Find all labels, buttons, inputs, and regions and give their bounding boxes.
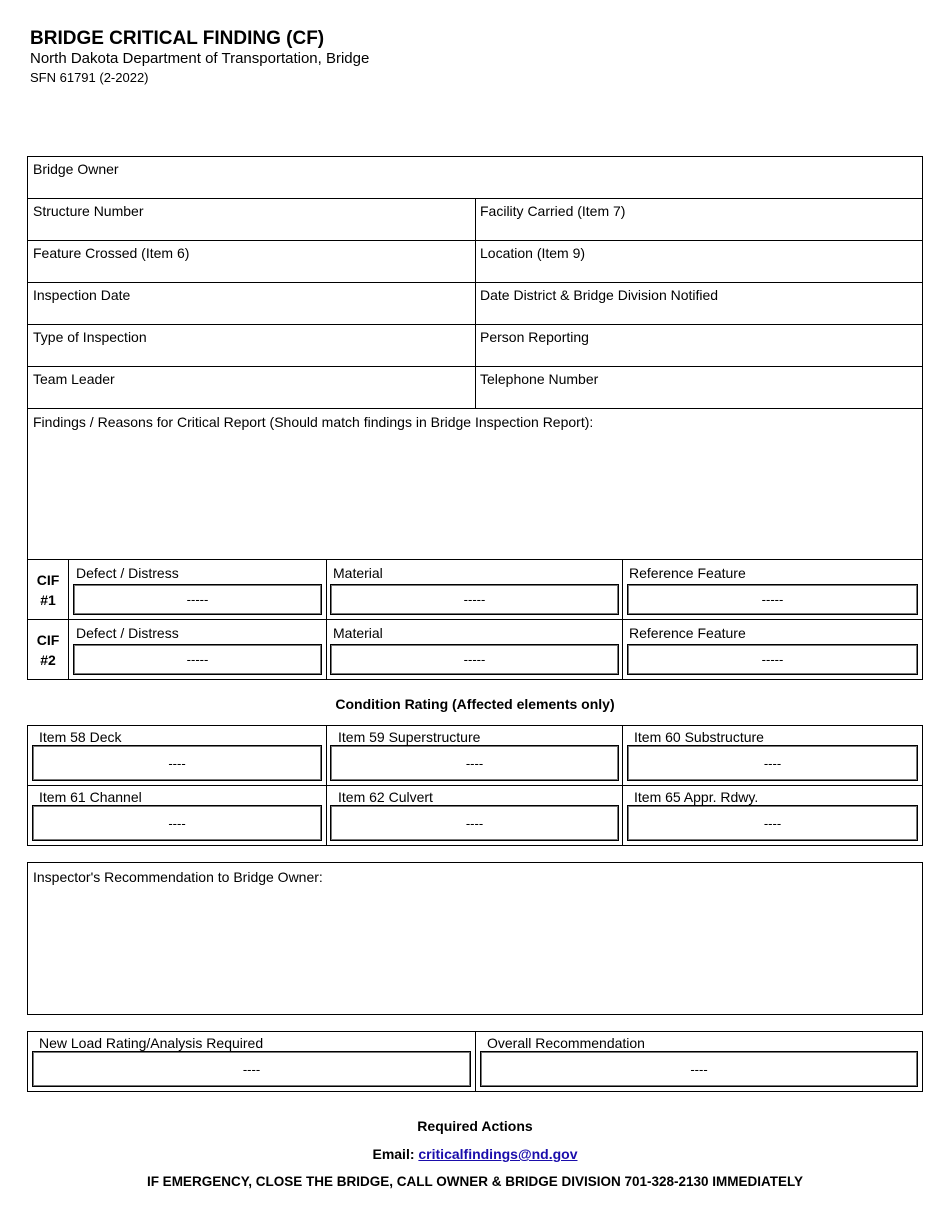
new-load-label: New Load Rating/Analysis Required xyxy=(39,1035,264,1051)
cif-1-material-select[interactable]: ----- xyxy=(330,584,619,615)
date-notified-cell[interactable] xyxy=(475,282,923,325)
department-name: North Dakota Department of Transportation, Bridge xyxy=(30,50,370,67)
findings-label: Findings / Reasons for Critical Report (Should match findings in Bridge Inspection Report): xyxy=(33,414,594,430)
cif-1-label: CIF #1 xyxy=(36,572,60,608)
overall-label: Overall Recommendation xyxy=(487,1035,645,1051)
item-58-select[interactable]: ---- xyxy=(32,745,322,781)
cif-2-label: CIF #2 xyxy=(36,632,60,668)
recommendation-box[interactable] xyxy=(27,862,923,1015)
telephone-number-label: Telephone Number xyxy=(480,371,599,387)
item-61-select[interactable]: ---- xyxy=(32,805,322,841)
facility-carried-cell[interactable] xyxy=(475,198,923,241)
cif-2-defect-label: Defect / Distress xyxy=(76,625,179,641)
item-59-label: Item 59 Superstructure xyxy=(338,729,481,745)
email-label: Email: xyxy=(372,1146,415,1162)
item-62-label: Item 62 Culvert xyxy=(338,789,433,805)
team-leader-label: Team Leader xyxy=(33,371,115,387)
telephone-number-cell[interactable] xyxy=(475,366,923,409)
cif-2-label-cell xyxy=(27,619,69,680)
findings-box[interactable] xyxy=(27,408,923,560)
cif-2-defect-select[interactable]: ----- xyxy=(73,644,322,675)
emergency-notice: IF EMERGENCY, CLOSE THE BRIDGE, CALL OWNER & BRIDGE DIVISION 701-328-2130 IMMEDIATELY xyxy=(146,1174,804,1189)
cif-1-label-cell xyxy=(27,559,69,620)
type-of-inspection-label: Type of Inspection xyxy=(33,329,147,345)
item-61-label: Item 61 Channel xyxy=(39,789,142,805)
required-actions: Required Actions xyxy=(417,1118,533,1134)
form-title: BRIDGE CRITICAL FINDING (CF) xyxy=(30,28,325,49)
type-of-inspection-cell[interactable] xyxy=(27,324,476,367)
email-link[interactable]: criticalfindings@nd.gov xyxy=(418,1146,578,1162)
cif-1-defect-select[interactable]: ----- xyxy=(73,584,322,615)
item-60-label: Item 60 Substructure xyxy=(634,729,764,745)
inspection-date-cell[interactable] xyxy=(27,282,476,325)
item-65-label: Item 65 Appr. Rdwy. xyxy=(634,789,759,805)
feature-crossed-label: Feature Crossed (Item 6) xyxy=(33,245,190,261)
bridge-owner-cell[interactable] xyxy=(27,156,923,199)
cif-2-reference-select[interactable]: ----- xyxy=(627,644,918,675)
cif-1-material-label: Material xyxy=(333,565,383,581)
bridge-owner-label: Bridge Owner xyxy=(33,161,119,177)
recommendation-label: Inspector's Recommendation to Bridge Owner: xyxy=(33,869,323,885)
location-label: Location (Item 9) xyxy=(480,245,586,261)
date-notified-label: Date District & Bridge Division Notified xyxy=(480,287,719,303)
facility-carried-label: Facility Carried (Item 7) xyxy=(480,203,626,219)
item-58-label: Item 58 Deck xyxy=(39,729,122,745)
structure-number-label: Structure Number xyxy=(33,203,144,219)
item-60-select[interactable]: ---- xyxy=(627,745,918,781)
person-reporting-label: Person Reporting xyxy=(480,329,589,345)
item-65-select[interactable]: ---- xyxy=(627,805,918,841)
item-62-select[interactable]: ---- xyxy=(330,805,619,841)
item-59-select[interactable]: ---- xyxy=(330,745,619,781)
feature-crossed-cell[interactable] xyxy=(27,240,476,283)
inspection-date-label: Inspection Date xyxy=(33,287,131,303)
cif-2-material-select[interactable]: ----- xyxy=(330,644,619,675)
form-number: SFN 61791 (2-2022) xyxy=(30,70,149,85)
location-cell[interactable] xyxy=(475,240,923,283)
cif-1-reference-label: Reference Feature xyxy=(629,565,746,581)
structure-number-cell[interactable] xyxy=(27,198,476,241)
email-line xyxy=(0,1146,950,1162)
cif-2-material-label: Material xyxy=(333,625,383,641)
new-load-select[interactable]: ---- xyxy=(32,1051,471,1087)
cif-2-reference-label: Reference Feature xyxy=(629,625,746,641)
condition-heading: Condition Rating (Affected elements only) xyxy=(335,696,615,712)
overall-select[interactable]: ---- xyxy=(480,1051,918,1087)
cif-1-defect-label: Defect / Distress xyxy=(76,565,179,581)
person-reporting-cell[interactable] xyxy=(475,324,923,367)
cif-1-reference-select[interactable]: ----- xyxy=(627,584,918,615)
team-leader-cell[interactable] xyxy=(27,366,476,409)
